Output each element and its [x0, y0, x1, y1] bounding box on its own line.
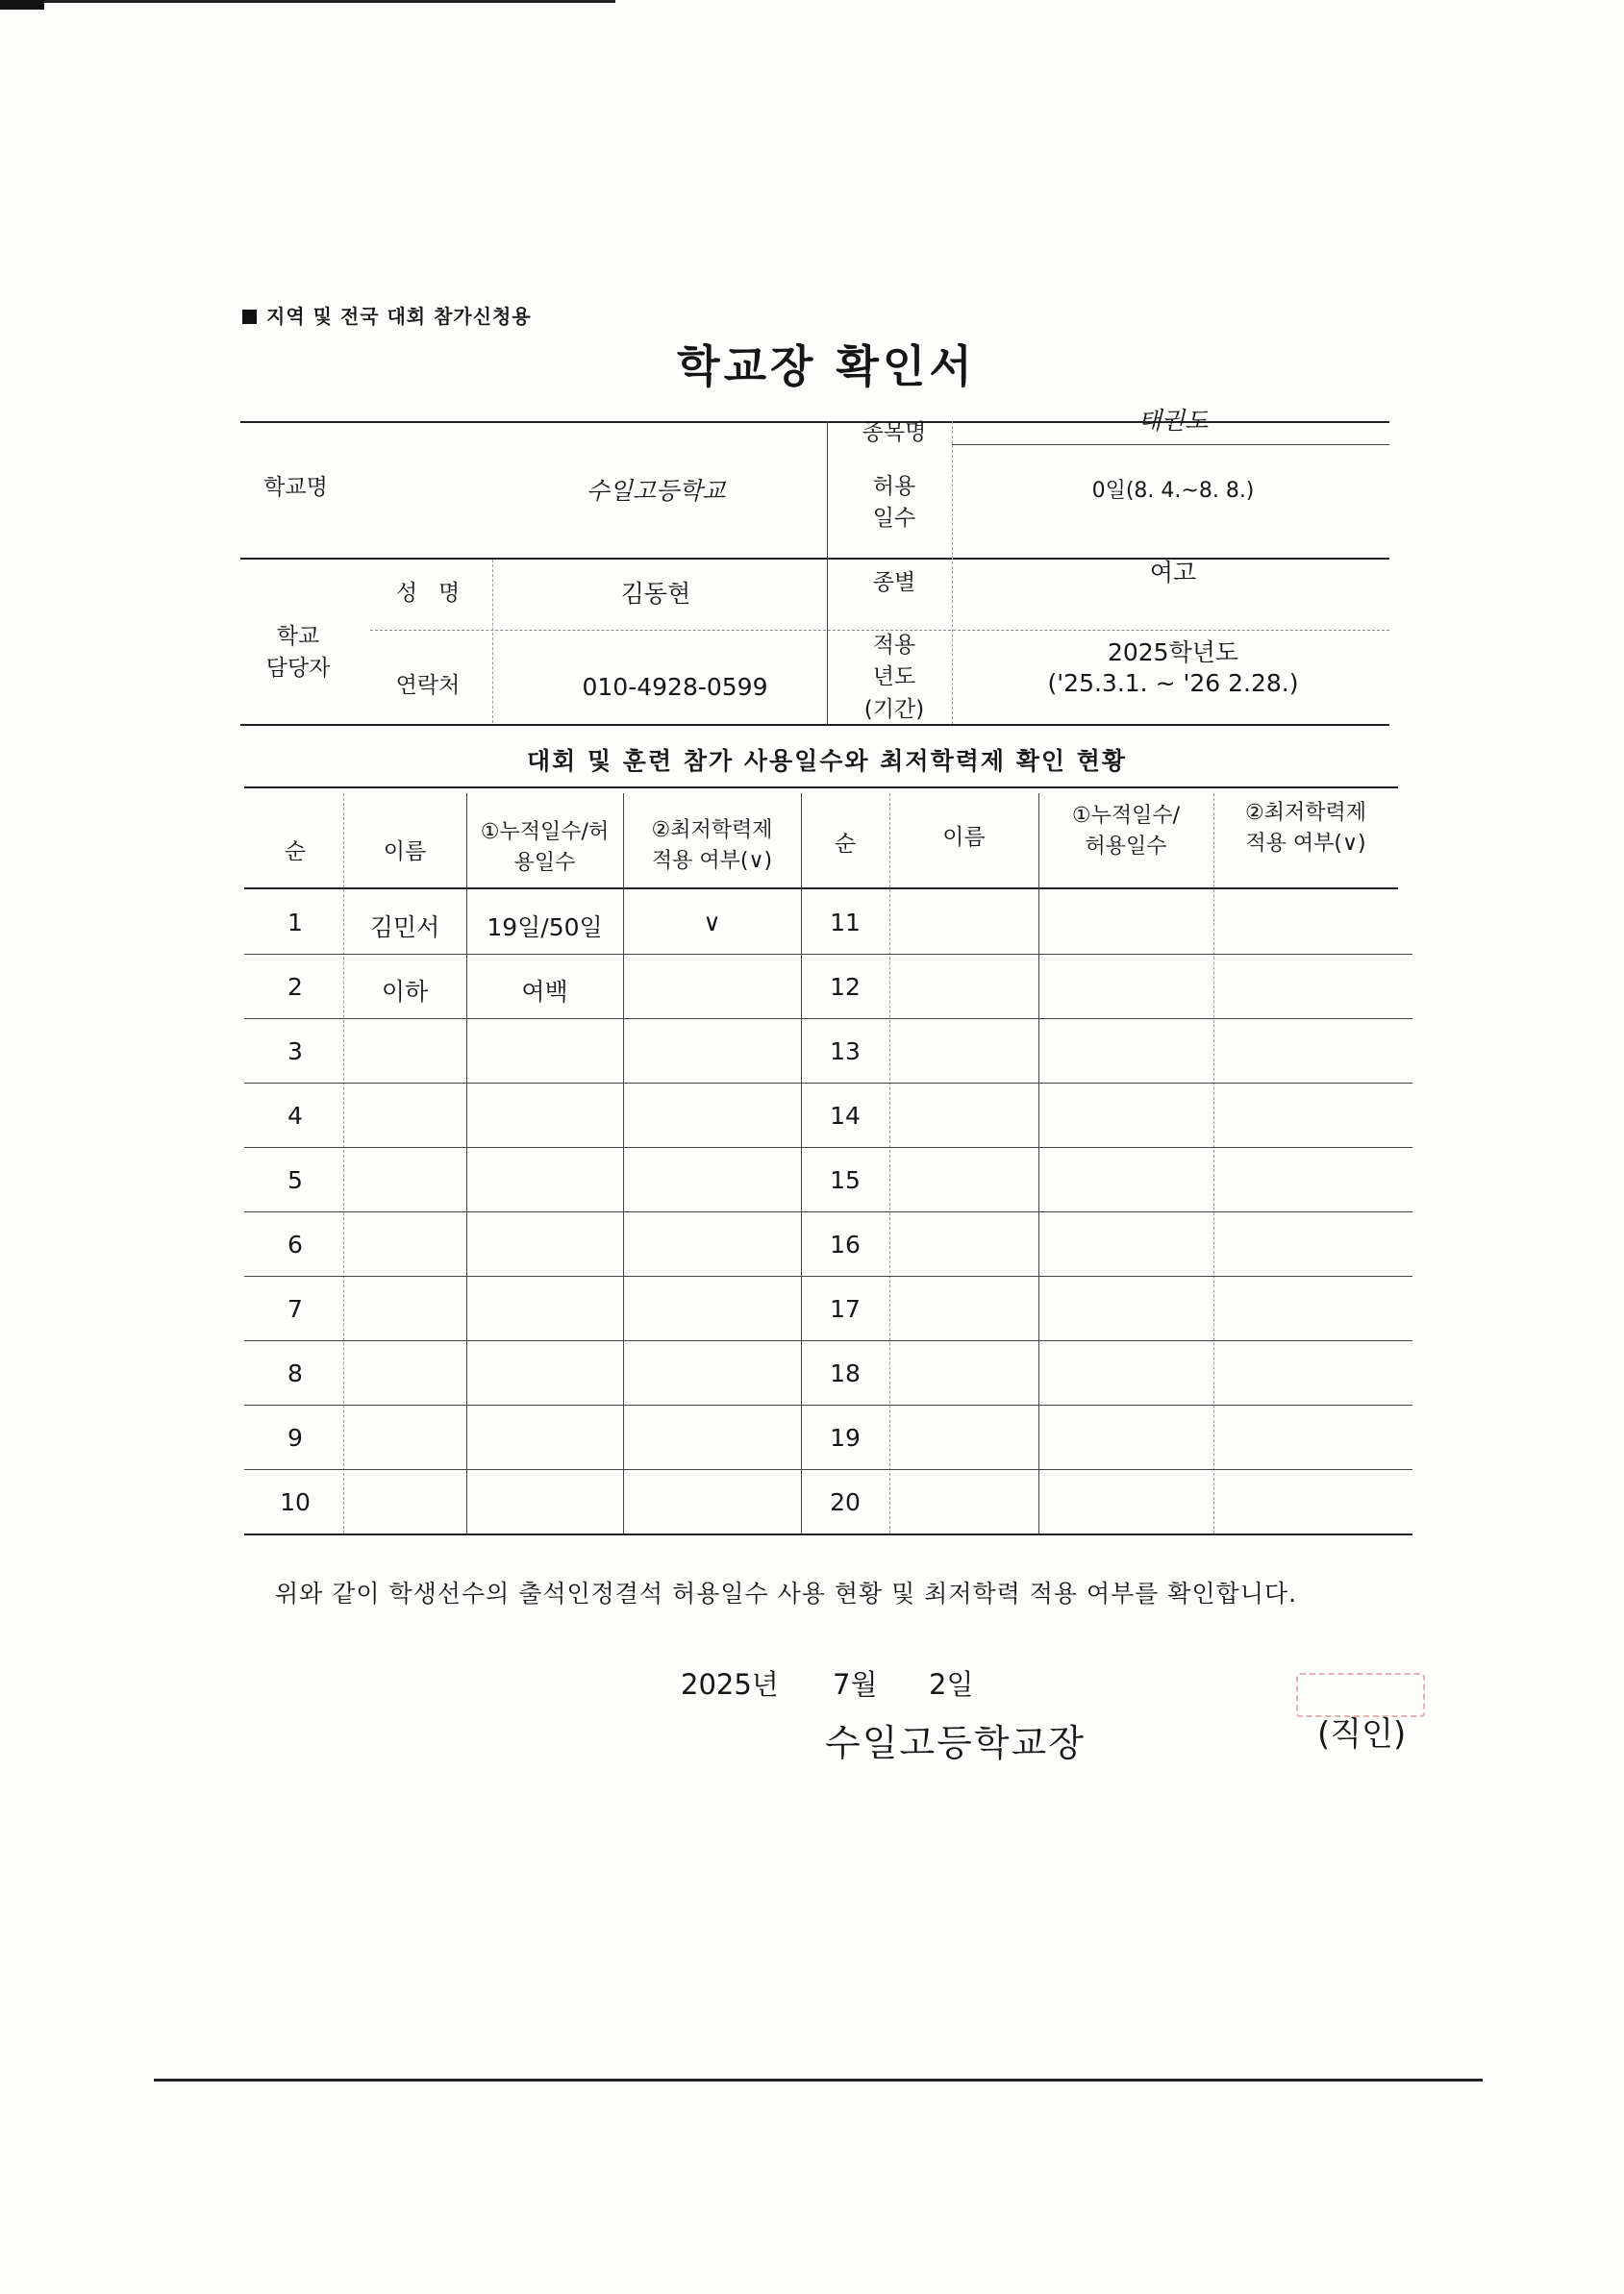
period-value: ('25.3.1. ~ '26 2.28.)	[1047, 669, 1299, 697]
declaration-text: 위와 같이 학생선수의 출석인정결석 허용일수 사용 현황 및 최저학력 적용 여부를 확인합니다.	[275, 1580, 1298, 1608]
info-divider	[952, 444, 1389, 445]
table-row-divider	[244, 1405, 1412, 1406]
sport-value: 태권도	[1137, 407, 1209, 435]
cumulative-days: 19일/50일	[487, 913, 603, 941]
principal-name: 수일고등학교장	[825, 1722, 1086, 1764]
row-number: 12	[830, 973, 861, 1001]
date-year: 2025년	[681, 1668, 779, 1701]
table-row-divider	[244, 1083, 1412, 1084]
school-name-value: 수일고등학교	[586, 477, 726, 505]
table-row-divider	[244, 1340, 1412, 1341]
scan-edge-mark	[0, 0, 615, 16]
table-col-line	[343, 793, 344, 1533]
year-label: 적용 년도 (기간)	[863, 633, 925, 722]
form-tag-text: 지역 및 전국 대회 참가신청용	[266, 305, 532, 328]
contact-value: 010-4928-0599	[582, 673, 768, 701]
row-number: 1	[287, 909, 303, 936]
min-academic-check: ∨	[703, 909, 721, 936]
page-bottom-rule	[154, 2079, 1483, 2082]
name-label: 성 명	[395, 581, 461, 606]
student-name: 이하	[381, 978, 429, 1006]
header-name: 이름	[942, 825, 986, 850]
seal-label: (직인)	[1317, 1715, 1407, 1754]
header-no: 순	[834, 832, 857, 857]
header-check: ②최저학력제 적용 여부(∨)	[1245, 801, 1366, 856]
student-name: 김민서	[369, 913, 440, 941]
table-col-line	[466, 793, 467, 1533]
table-row-divider	[244, 1276, 1412, 1277]
year-value: 2025학년도	[1107, 638, 1239, 666]
table-col-line	[801, 793, 802, 1533]
header-name: 이름	[383, 839, 427, 864]
table-row-divider	[244, 1211, 1412, 1212]
form-tag	[242, 301, 532, 329]
header-days: ①누적일수/ 허용일수	[1071, 804, 1181, 859]
document-title: 학교장 확인서	[677, 340, 976, 392]
row-number: 11	[830, 909, 861, 936]
row-number: 6	[287, 1231, 303, 1259]
header-no: 순	[284, 839, 307, 864]
row-number: 5	[287, 1166, 303, 1194]
row-number: 2	[287, 973, 303, 1001]
table-col-line	[1213, 793, 1214, 1533]
type-value: 여고	[1149, 559, 1197, 586]
sport-label: 종목명	[862, 420, 927, 445]
row-number: 14	[830, 1102, 861, 1130]
header-days: ①누적일수/허 용일수	[480, 820, 610, 875]
table-row-divider	[244, 954, 1412, 955]
row-number: 7	[287, 1295, 303, 1323]
cumulative-days: 여백	[521, 978, 568, 1006]
table-row-divider	[244, 1018, 1412, 1019]
row-number: 9	[287, 1424, 303, 1452]
row-number: 20	[830, 1488, 861, 1516]
table-top-border	[244, 786, 1398, 788]
manager-name: 김동현	[620, 580, 691, 608]
row-number: 16	[830, 1231, 861, 1259]
square-bullet-icon	[242, 310, 257, 324]
date-month: 7월	[833, 1668, 878, 1701]
row-number: 19	[830, 1424, 861, 1452]
row-number: 13	[830, 1037, 861, 1065]
table-row-divider	[244, 1147, 1412, 1148]
allowed-days-value: 0일(8. 4.~8. 8.)	[1091, 479, 1255, 503]
section-title: 대회 및 훈련 참가 사용일수와 최저학력제 확인 현황	[526, 747, 1128, 775]
row-number: 18	[830, 1359, 861, 1387]
row-number: 8	[287, 1359, 303, 1387]
info-bottom-border	[240, 724, 1389, 726]
row-number: 3	[287, 1037, 303, 1065]
info-col-divider	[952, 421, 953, 724]
school-name-label: 학교명	[263, 475, 328, 500]
row-number: 4	[287, 1102, 303, 1130]
header-check: ②최저학력제 적용 여부(∨)	[651, 818, 773, 873]
table-row-divider	[244, 1533, 1412, 1535]
row-number: 17	[830, 1295, 861, 1323]
date-day: 2일	[929, 1668, 974, 1701]
contact-label: 연락처	[395, 673, 461, 698]
table-row-divider	[244, 1469, 1412, 1470]
table-col-line	[623, 793, 624, 1533]
allowed-days-label: 허용 일수	[872, 474, 916, 532]
type-label: 종별	[872, 570, 916, 595]
manager-label: 학교 담당자	[265, 624, 331, 682]
row-number: 15	[830, 1166, 861, 1194]
table-header-border	[244, 887, 1398, 889]
table-col-line	[1038, 793, 1039, 1533]
row-number: 10	[280, 1488, 311, 1516]
table-col-line	[889, 793, 890, 1533]
